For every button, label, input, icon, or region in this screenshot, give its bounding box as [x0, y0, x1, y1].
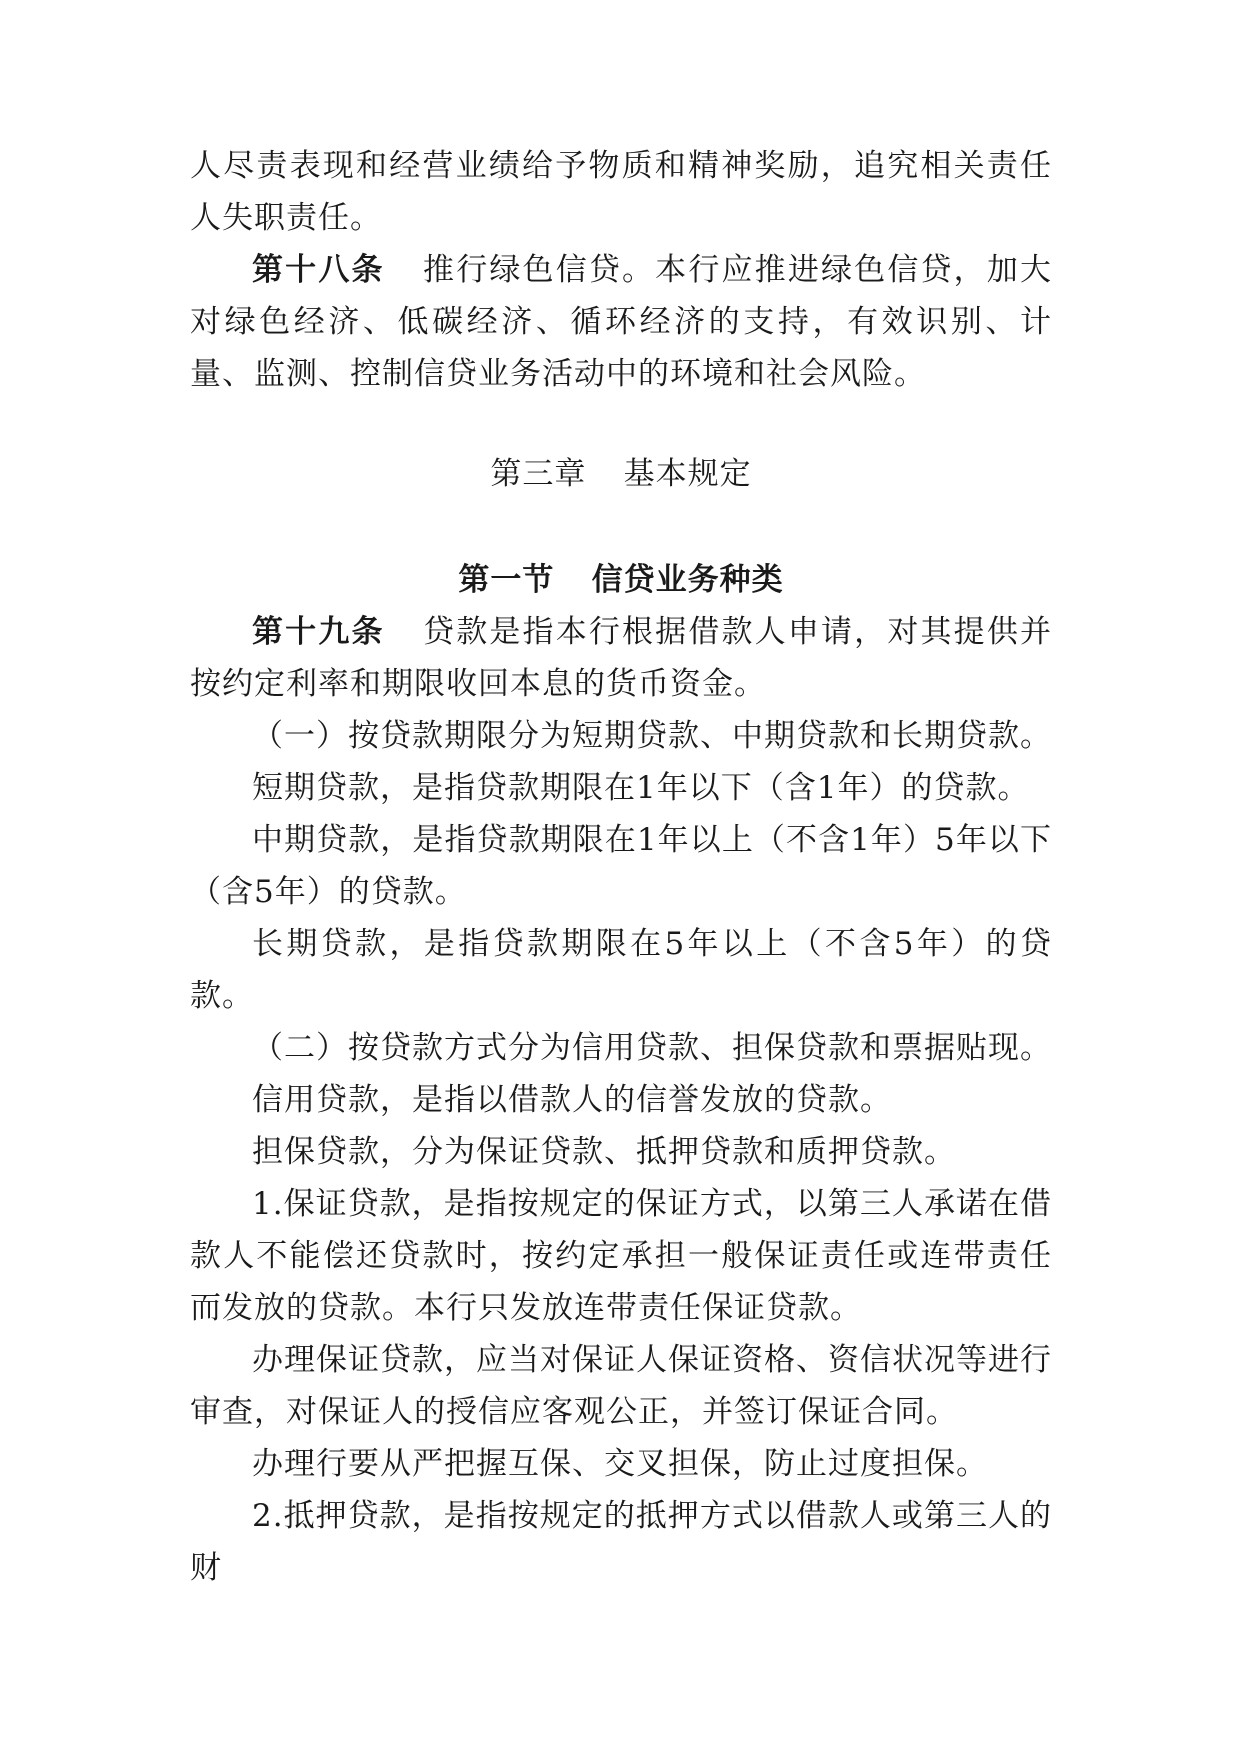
- chapter-title: 基本规定: [623, 456, 752, 492]
- article-19-body: 贷款是指本行根据借款人申请，对其提供并按约定利率和期限收回本息的货币资金。: [190, 614, 1053, 702]
- paragraph: 2.抵押贷款，是指按规定的抵押方式以借款人或第三人的财: [190, 1498, 1052, 1586]
- article-19-heading: 第十九条: [252, 614, 385, 650]
- paragraph: 办理行要从严把握互保、交叉担保，防止过度担保。: [252, 1446, 988, 1482]
- section-number: 第一节: [458, 562, 555, 598]
- paragraph: 信用贷款，是指以借款人的信誉发放的贷款。: [252, 1082, 892, 1118]
- paragraph: （一）按贷款期限分为短期贷款、中期贷款和长期贷款。: [252, 718, 1052, 754]
- section-title: 信贷业务种类: [591, 562, 784, 598]
- article-18: [190, 244, 1052, 400]
- section-heading: [190, 554, 1052, 606]
- document-page: [190, 140, 1052, 1594]
- paragraph: 短期贷款，是指贷款期限在1年以下（含1年）的贷款。: [252, 770, 1030, 806]
- paragraph: 1.保证贷款，是指按规定的保证方式，以第三人承诺在借款人不能偿还贷款时，按约定承担一般保证责任或连带责任而发放的贷款。本行只发放连带责任保证贷款。: [190, 1186, 1052, 1326]
- article-18-body: 推行绿色信贷。本行应推进绿色信贷，加大对绿色经济、低碳经济、循环经济的支持，有效识别、计量、监测、控制信贷业务活动中的环境和社会风险。: [190, 252, 1053, 392]
- paragraph: 担保贷款，分为保证贷款、抵押贷款和质押贷款。: [252, 1134, 956, 1170]
- paragraph: 办理保证贷款，应当对保证人保证资格、资信状况等进行审查，对保证人的授信应客观公正，并签订保证合同。: [190, 1342, 1052, 1430]
- article-19: [190, 606, 1052, 710]
- article-18-heading: 第十八条: [252, 252, 385, 288]
- paragraph: （二）按贷款方式分为信用贷款、担保贷款和票据贴现。: [252, 1030, 1052, 1066]
- paragraph-continuation: 人尽责表现和经营业绩给予物质和精神奖励，追究相关责任人失职责任。: [190, 148, 1052, 236]
- paragraph: 中期贷款，是指贷款期限在1年以上（不含1年）5年以下（含5年）的贷款。: [190, 822, 1052, 910]
- paragraph: 长期贷款，是指贷款期限在5年以上（不含5年）的贷款。: [190, 926, 1052, 1014]
- chapter-number: 第三章: [490, 456, 587, 492]
- chapter-heading: [190, 448, 1052, 500]
